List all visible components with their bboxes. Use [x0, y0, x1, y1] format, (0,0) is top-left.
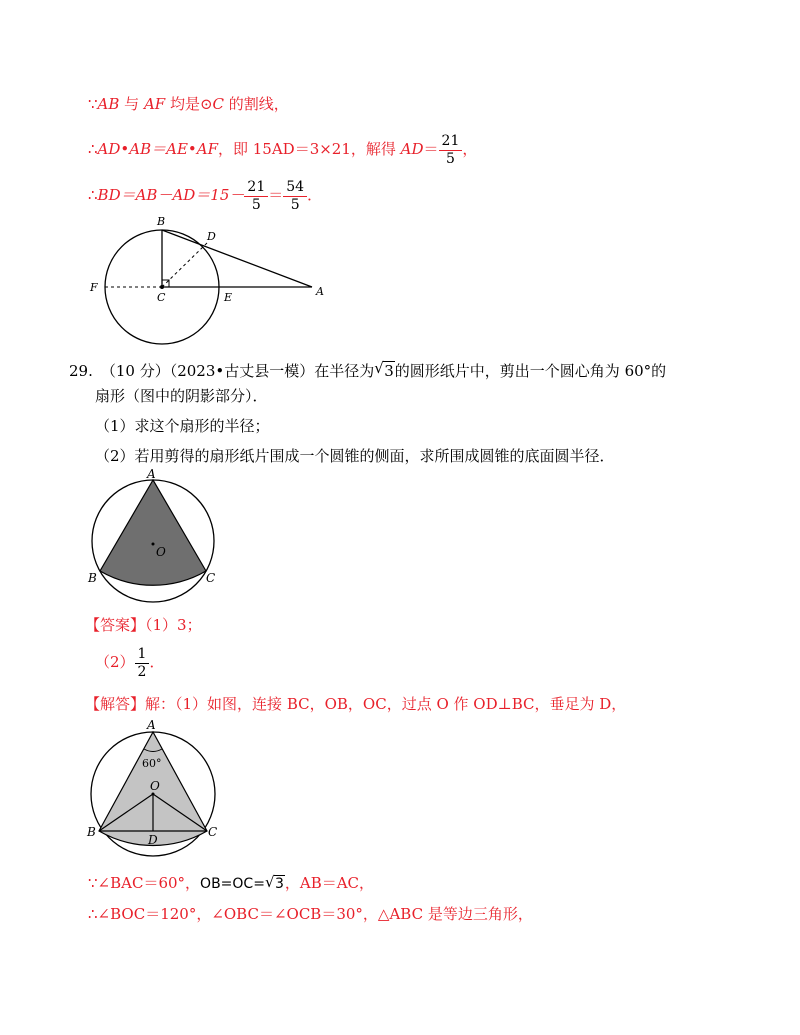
equals-sign: ＝: [423, 140, 439, 158]
label-b: B: [87, 825, 96, 839]
analysis-text: 解：（1）如图，连接 BC，OB，OC，过点 O 作 OD⊥BC，垂足为 D，: [145, 695, 627, 713]
fraction-denominator: 2: [137, 663, 147, 680]
center-point: [160, 285, 164, 289]
label-a: A: [147, 468, 156, 481]
power-equation: AD•AB＝AE•AF: [97, 140, 218, 158]
equals-sign: ＝: [268, 186, 284, 204]
label-o: O: [156, 545, 166, 559]
figure-equilateral: [84, 716, 229, 864]
label-d: D: [207, 230, 216, 243]
answer-line-2: [95, 642, 164, 682]
therefore-symbol: ∴: [88, 140, 98, 158]
label-d: D: [148, 833, 158, 847]
fraction-denominator: 5: [290, 196, 300, 213]
question-2: （2）若用剪得的扇形纸片围成一个圆锥的侧面，求所围成圆锥的底面圆半径．: [95, 447, 615, 465]
fraction-half: [135, 646, 150, 679]
answer-part-2-suffix: ．: [149, 653, 165, 671]
fraction-numerator: 54: [283, 179, 307, 196]
power-mid-text: ，即 15AD＝3×21，解得: [217, 140, 401, 158]
center-point: [152, 543, 155, 546]
problem-text-tail: 的圆形纸片中，剪出一个圆心角为 60°的: [394, 362, 667, 380]
fraction-54-5: [283, 179, 307, 212]
label-o: O: [150, 779, 160, 793]
fraction-numerator: 1: [135, 646, 150, 663]
radicand: 3: [274, 876, 284, 892]
given-angle-text: ∵∠BAC＝60°，: [88, 874, 201, 892]
fraction-numerator: 21: [244, 179, 268, 196]
label-c: C: [206, 571, 216, 585]
segment-af: AF: [143, 95, 166, 113]
label-angle-60: 60°: [142, 757, 162, 770]
analysis-label: 【解答】: [85, 695, 146, 713]
label-b: B: [157, 215, 166, 228]
shaded-sector: [100, 480, 206, 585]
label-c: C: [208, 825, 218, 839]
text-and: 与: [119, 95, 144, 113]
segment-ad: AD: [400, 140, 424, 158]
problem-text-line2: 扇形（图中的阴影部分）．: [95, 387, 268, 405]
solution-line-conclusion: ∴∠BOC＝120°，∠OBC＝∠OCB＝30°，△ABC 是等边三角形，: [88, 905, 533, 923]
fraction-21-5: [244, 179, 268, 212]
ob-oc-equation: [200, 873, 285, 892]
text-suffix: ．: [307, 186, 323, 204]
because-symbol: ∵: [88, 95, 98, 113]
fraction-denominator: 5: [446, 150, 455, 167]
label-a: A: [316, 285, 324, 298]
question-1: （1）求这个扇形的半径；: [95, 417, 270, 435]
solution-line-secant: [88, 93, 289, 114]
ab-ac-text: ，AB＝AC，: [284, 874, 375, 892]
fraction-denominator: 5: [251, 196, 261, 213]
problem-text: （10 分）（2023•古丈县一模）在半径为: [100, 362, 375, 380]
answer-line-1: [85, 614, 202, 635]
answer-label: 【答案】: [85, 616, 146, 634]
figure-circle-secant: [80, 212, 340, 347]
bd-equation: BD＝AB－AD＝15－: [97, 186, 245, 204]
problem-number: 29.: [69, 362, 93, 380]
label-e: E: [224, 291, 233, 304]
analysis-line: [85, 693, 626, 714]
radicand: 3: [384, 362, 394, 380]
problem-header: [69, 360, 666, 381]
text-secant-suffix: 的割线，: [224, 95, 289, 113]
answer-part-2-prefix: （2）: [95, 653, 135, 671]
fraction-ad-value: [439, 133, 463, 166]
answer-part-1: （1）3；: [145, 616, 202, 634]
solution-line-power: [88, 126, 477, 172]
therefore-symbol: ∴: [88, 186, 98, 204]
text-suffix: ，: [462, 140, 478, 158]
ob-oc-text: OB=OC=: [200, 876, 265, 892]
label-c: C: [157, 291, 166, 304]
sqrt-3: [374, 359, 395, 380]
sqrt-3: [264, 873, 285, 892]
label-f: F: [90, 281, 98, 294]
radical-sign: √: [264, 873, 275, 891]
radical-sign: √: [374, 359, 384, 377]
solution-line-given: [88, 872, 374, 893]
label-a: A: [147, 718, 156, 732]
label-b: B: [88, 571, 97, 585]
circle-c-label: C: [212, 95, 225, 113]
text-secant-mid: 均是⊙: [165, 95, 213, 113]
segment-ba: [162, 230, 312, 287]
figure-sector: [85, 468, 225, 608]
segment-ab: AB: [97, 95, 120, 113]
fraction-numerator: 21: [439, 133, 463, 150]
